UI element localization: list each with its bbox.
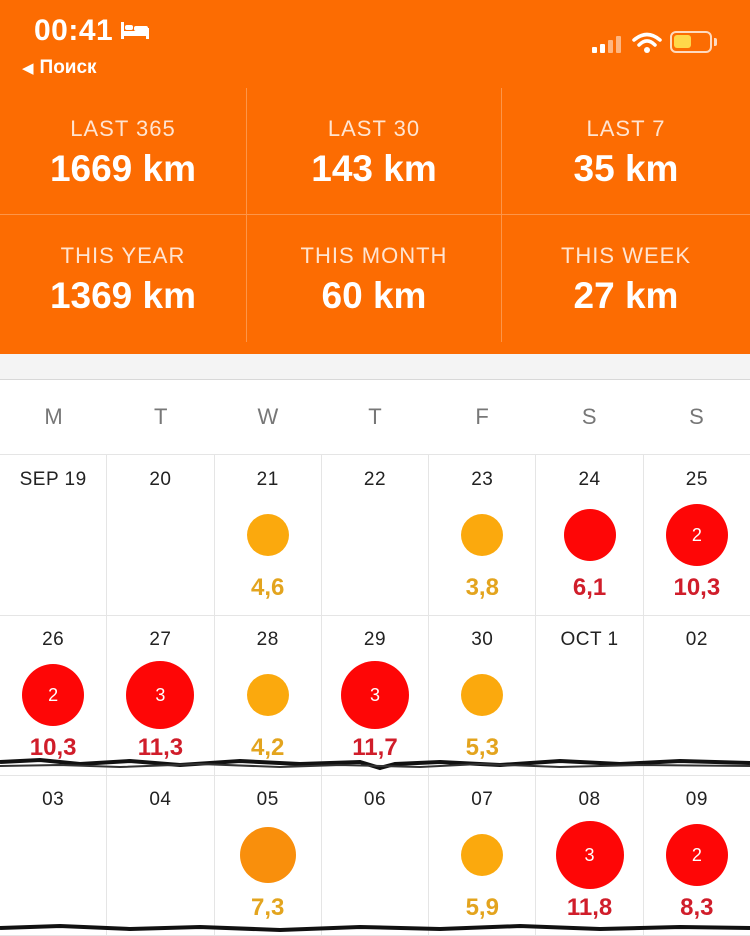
calendar-day-cell[interactable] xyxy=(429,615,536,775)
calendar-day-cell[interactable] xyxy=(429,455,536,615)
stat-this-year xyxy=(0,215,247,342)
calendar-day-cell[interactable] xyxy=(215,455,322,615)
calendar-day-cell[interactable] xyxy=(0,775,107,935)
status-bar xyxy=(0,0,750,88)
calendar-day-cell[interactable] xyxy=(0,455,107,615)
distance-label: 7,3 xyxy=(251,894,285,921)
calendar-date-label: 24 xyxy=(578,469,601,490)
calendar-date-label: OCT 1 xyxy=(560,629,619,650)
activity-count: 2 xyxy=(48,684,59,705)
calendar-day-cell[interactable] xyxy=(215,615,322,775)
calendar-day-cell[interactable] xyxy=(215,775,322,935)
calendar-day-cell[interactable] xyxy=(536,455,643,615)
section-divider xyxy=(0,354,750,380)
calendar-day-cell[interactable] xyxy=(322,775,429,935)
stat-value: 60 km xyxy=(321,275,427,316)
stat-label: THIS YEAR xyxy=(60,243,186,268)
stat-last-365 xyxy=(0,88,247,215)
signal-icon xyxy=(592,36,622,59)
calendar-week-row xyxy=(0,615,750,776)
distance-label: 11,3 xyxy=(137,734,184,761)
calendar-day-cell[interactable] xyxy=(536,775,643,935)
calendar-date-label: 07 xyxy=(471,789,494,810)
stat-last-30 xyxy=(247,88,502,215)
activity-dot[interactable] xyxy=(666,504,728,566)
calendar-day-cell[interactable] xyxy=(107,775,214,935)
stat-value: 1669 km xyxy=(49,148,197,189)
calendar-date-label: 25 xyxy=(685,469,708,490)
activity-dot[interactable] xyxy=(461,834,503,876)
stat-label: LAST 30 xyxy=(327,116,421,141)
calendar-date-label: SEP 19 xyxy=(19,469,87,490)
distance-label: 11,8 xyxy=(566,894,613,921)
calendar-date-label: 29 xyxy=(363,629,387,650)
calendar-date-label: 22 xyxy=(363,469,387,490)
wifi-icon xyxy=(632,32,662,59)
activity-count: 2 xyxy=(691,524,702,545)
weekday-label: W xyxy=(257,404,279,429)
activity-count: 3 xyxy=(584,844,595,865)
weekday-label: S xyxy=(581,404,597,429)
calendar-day-cell[interactable] xyxy=(107,455,214,615)
bed-icon xyxy=(120,20,150,45)
calendar-date-label: 26 xyxy=(42,629,65,650)
calendar-day-cell[interactable] xyxy=(644,455,750,615)
battery-icon xyxy=(670,31,712,53)
stat-this-month xyxy=(247,215,502,342)
calendar-day-cell[interactable] xyxy=(644,775,750,935)
calendar-date-label: 23 xyxy=(471,469,494,490)
calendar-day-cell[interactable] xyxy=(644,615,750,775)
calendar-day-cell[interactable] xyxy=(429,775,536,935)
calendar-date-label: 21 xyxy=(256,469,279,490)
stat-this-week xyxy=(502,215,750,342)
calendar-date-label: 28 xyxy=(256,629,279,650)
stat-value: 27 km xyxy=(573,275,679,316)
stat-value: 35 km xyxy=(573,148,679,189)
distance-label: 4,6 xyxy=(251,574,285,601)
activity-dot[interactable] xyxy=(247,674,289,716)
calendar-date-label: 30 xyxy=(471,629,494,650)
stat-label: THIS WEEK xyxy=(560,243,691,268)
calendar-week-row xyxy=(0,455,750,616)
activity-dot[interactable] xyxy=(461,674,503,716)
activity-dot[interactable] xyxy=(247,514,289,556)
stat-value: 1369 km xyxy=(49,275,197,316)
calendar-day-cell[interactable] xyxy=(0,615,107,775)
activity-count: 3 xyxy=(155,684,166,705)
distance-label: 8,3 xyxy=(680,894,714,921)
activity-count: 3 xyxy=(369,684,380,705)
activity-dot[interactable] xyxy=(564,509,616,561)
calendar-date-label: 03 xyxy=(42,789,65,810)
calendar-date-label: 02 xyxy=(685,629,708,650)
activity-count: 2 xyxy=(691,844,702,865)
back-to-search-link[interactable] xyxy=(22,57,97,79)
weekday-label: T xyxy=(153,404,168,429)
activity-dot[interactable] xyxy=(240,827,296,883)
distance-label: 5,3 xyxy=(465,734,499,761)
calendar-day-cell[interactable] xyxy=(107,615,214,775)
stat-value: 143 km xyxy=(311,148,437,189)
calendar-date-label: 06 xyxy=(363,789,387,810)
distance-label: 5,9 xyxy=(465,894,499,921)
distance-label: 11,7 xyxy=(352,734,398,761)
calendar-day-cell[interactable] xyxy=(322,615,429,775)
calendar-day-cell[interactable] xyxy=(322,455,429,615)
calendar-date-label: 04 xyxy=(149,789,172,810)
back-label: Поиск xyxy=(39,57,97,78)
stat-last-7 xyxy=(502,88,750,215)
distance-label: 10,3 xyxy=(29,734,77,761)
clock: 00:41 xyxy=(34,14,114,47)
distance-label: 4,2 xyxy=(251,734,285,761)
distance-label: 6,1 xyxy=(572,574,607,601)
back-arrow-icon: ◀ xyxy=(22,60,34,77)
calendar-date-label: 20 xyxy=(149,469,172,490)
weekday-label: M xyxy=(44,404,63,429)
activity-dot[interactable] xyxy=(556,821,624,889)
weekday-label: S xyxy=(689,404,704,429)
calendar-date-label: 09 xyxy=(685,789,708,810)
stat-label: LAST 7 xyxy=(586,116,666,141)
distance-label: 10,3 xyxy=(673,574,721,601)
calendar-day-cell[interactable] xyxy=(536,615,643,775)
activity-dot[interactable] xyxy=(461,514,503,556)
activity-dot[interactable] xyxy=(22,664,84,726)
calendar-date-label: 27 xyxy=(149,629,172,650)
calendar-date-label: 08 xyxy=(578,789,601,810)
weekday-header xyxy=(0,380,750,455)
stat-label: LAST 365 xyxy=(70,116,176,141)
distance-label: 3,8 xyxy=(465,574,499,601)
weekday-label: T xyxy=(368,404,382,429)
activity-dot[interactable] xyxy=(126,661,194,729)
weekday-label: F xyxy=(475,404,489,429)
activity-dot[interactable] xyxy=(666,824,728,886)
stats-summary xyxy=(0,88,750,354)
calendar-week-row xyxy=(0,775,750,936)
calendar-date-label: 05 xyxy=(256,789,279,810)
activity-dot[interactable] xyxy=(341,661,409,729)
stat-label: THIS MONTH xyxy=(300,243,448,268)
